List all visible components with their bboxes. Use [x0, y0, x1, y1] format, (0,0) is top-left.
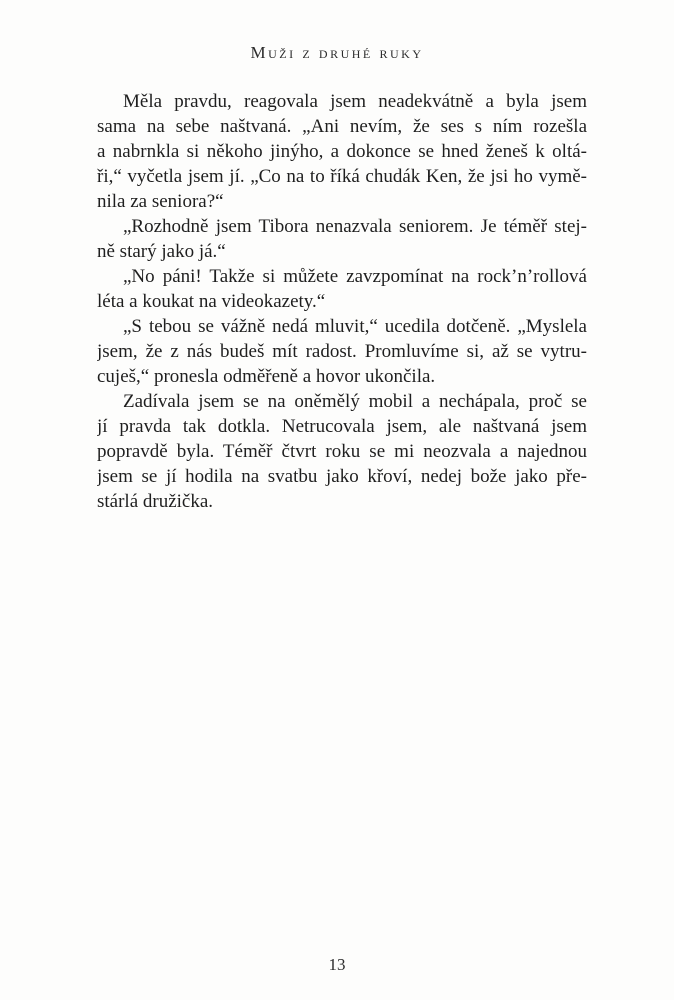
text-line: popravdě byla. Téměř čtvrt roku se mi neozvala a najednou — [97, 441, 587, 462]
paragraph — [97, 214, 587, 264]
page-number: 13 — [328, 955, 346, 974]
text-line: nila za seniora?“ — [97, 191, 224, 212]
text-line: léta a koukat na videokazety.“ — [97, 291, 326, 312]
text-line: sama na sebe naštvaná. „Ani nevím, že ses s ním rozešla — [97, 116, 587, 137]
text-line: „S tebou se vážně nedá mluvit,“ ucedila dotčeně. „Myslela — [123, 316, 587, 337]
text-line: jsem, že z nás budeš mít radost. Promluvíme si, až se vytru- — [97, 341, 587, 362]
text-line: ři,“ vyčetla jsem jí. „Co na to říká chudák Ken, že jsi ho vymě- — [97, 166, 587, 187]
paragraph — [97, 389, 587, 514]
paragraph — [97, 89, 587, 214]
paragraph — [97, 314, 587, 389]
text-line: stárlá družička. — [97, 491, 214, 512]
text-line: „Rozhodně jsem Tibora nenazvala seniorem. Je téměř stej- — [123, 216, 587, 237]
text-line: jsem se jí hodila na svatbu jako křoví, nedej bože jako pře- — [97, 466, 587, 487]
text-line: a nabrnkla si někoho jinýho, a dokonce se hned ženeš k oltá- — [97, 141, 587, 162]
page-body — [97, 89, 587, 514]
text-line: Měla pravdu, reagovala jsem neadekvátně a byla jsem — [123, 91, 587, 112]
text-line: cuješ,“ pronesla odměřeně a hovor ukončila. — [97, 366, 436, 387]
text-line: „No páni! Takže si můžete zavzpomínat na rock’n’rollová — [123, 266, 587, 287]
running-header: Muži z druhé ruky — [250, 43, 424, 62]
text-line: Zadívala jsem se na oněmělý mobil a nechápala, proč se — [123, 391, 587, 412]
text-line: ně starý jako já.“ — [97, 241, 226, 262]
text-line: jí pravda tak dotkla. Netrucovala jsem, ale naštvaná jsem — [97, 416, 587, 437]
paragraph — [97, 264, 587, 314]
